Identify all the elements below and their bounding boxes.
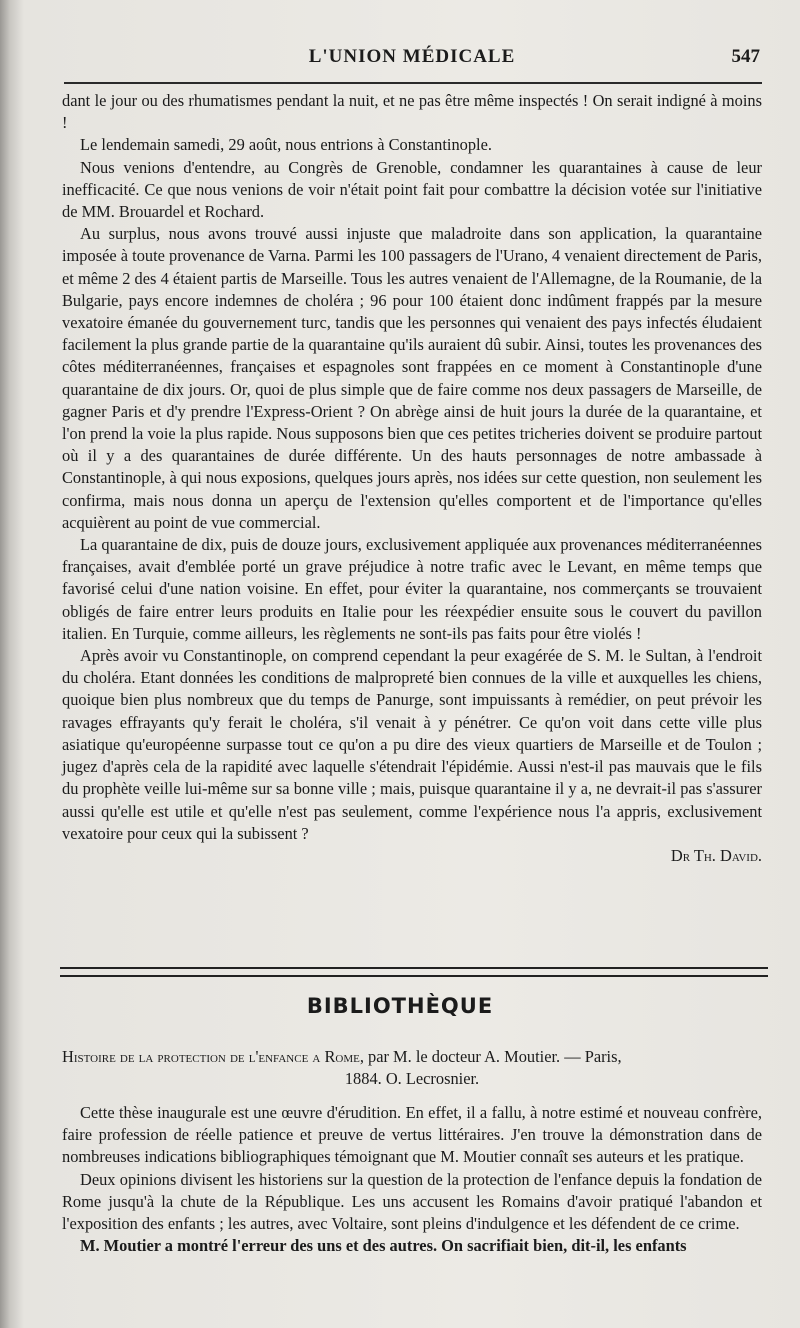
article-paragraph: Le lendemain samedi, 29 août, nous entrions à Constantinople. bbox=[80, 135, 492, 155]
review-paragraph: M. Moutier a montré l'erreur des uns et des autres. On sacrifiait bien, dit-il, les enfants bbox=[80, 1236, 687, 1256]
book-entry bbox=[62, 1046, 762, 1090]
signature-line bbox=[62, 845, 762, 867]
author-signature: Dr Th. David. bbox=[670, 845, 762, 865]
article-paragraph: Au surplus, nous avons trouvé aussi injuste que maladroite dans son application, la quarantaine imposée à toute provenance de Varna. Parmi les 100 passagers de l'Urano, 4 venaient directement de Paris, et même 2 des 4 étaient partis de Marseille. Tous les autres venaient de l'Allemagne, de la Roumanie, de la Bulgarie, pays encore indemnes de choléra ; 96 pour 100 étaient donc indûment frappés par la mesure vexatoire émanée du gouvernement turc, tandis que les personnes qui venaient des pays infectés éludaient facilement la plus grande partie de la quarantaine qu'ils auraient dû subir. Ainsi, toutes les provenances des côtes méditerranéennes, françaises et espagnoles sont frappées en ce moment à Constantinople d'une quarantaine de dix jours. Or, quoi de plus simple que de faire comme nos deux passagers de Marseille, de gagner Paris et d'y prendre l'Express-Orient ? On abrège ainsi de huit jours la durée de la quarantaine, et l'on prend la voie la plus rapide. Nous supposons bien que ces petites tricheries doivent se produire partout où il y a des quarantaines de durée différente. Un des hauts personnages de notre ambassade à Constantinople, à qui nous exposions, quelques jours après, nos idées sur cette question, non seulement les confirma, mais nous donna un aperçu de l'extension qu'elles comportent et de l'importance qu'elles acquièrent au point de vue commercial. bbox=[62, 224, 762, 532]
running-title: L'UNION MÉDICALE bbox=[308, 46, 516, 67]
book-publication: 1884. O. Lecrosnier. bbox=[344, 1069, 480, 1088]
article-paragraph: dant le jour ou des rhumatismes pendant la nuit, et ne pas être même inspectés ! On serait indigné à moins ! bbox=[62, 91, 762, 133]
article-paragraph: La quarantaine de dix, puis de douze jours, exclusivement appliquée aux provenances méditerranéennes françaises, avait d'emblée porté un grave préjudice à notre trafic avec le Levant, en même temps que favorisé celui d'une nation voisine. En effet, pour éviter la quarantaine, nos commerçants se trouvaient obligés de faire entrer leurs produits en Italie pour les réexpédier ensuite sous le couvert du pavillon italien. En Turquie, comme ailleurs, les règlements ne sont-ils pas faits pour être violés ! bbox=[62, 535, 762, 643]
section-divider bbox=[60, 967, 768, 977]
article-paragraph: Après avoir vu Constantinople, on comprend cependant la peur exagérée de S. M. le Sultan, à l'endroit du choléra. Etant données les conditions de malpropreté bien connues de la ville et auxquelles les chiens, quoique bien plus nombreux que du temps de Panurge, sont impuissants à remédier, on peut prévoir les ravages effrayants qu'y ferait le choléra, s'il venait à y pénétrer. Ce qu'on voit dans cette ville plus asiatique qu'européenne surpasse tout ce qu'on a pu dire des vieux quartiers de Marseille et de Toulon ; jugez d'après cela de la rapidité avec laquelle s'étendrait l'épidémie. Aussi n'est-il pas mauvais que le fils du prophète veille lui-même sur sa bonne ville ; mais, puisque quarantaine il y a, ne devrait-il pas s'assurer aussi qu'elle est utile et qu'elle n'est pas seulement, comme l'expérience nous l'a appris, exclusivement vexatoire pour ceux qui la subissent ? bbox=[62, 646, 762, 843]
book-citation bbox=[62, 1046, 762, 1068]
section-title: BIBLIOTHÈQUE bbox=[306, 994, 494, 1018]
review-paragraph: Deux opinions divisent les historiens sur la question de la protection de l'enfance depuis la fondation de Rome jusqu'à la chute de la République. Les uns accusent les Romains d'avoir pratiqué l'abandon et l'exposition des enfants ; les autres, avec Voltaire, sont pleins d'indulgence et les défendent de ce crime. bbox=[62, 1169, 762, 1234]
book-author: , par M. le docteur A. Moutier. — Paris, bbox=[359, 1047, 622, 1066]
review-body bbox=[62, 1102, 762, 1257]
page-number: 547 bbox=[731, 46, 760, 67]
article-body bbox=[62, 90, 762, 867]
running-head bbox=[62, 44, 762, 76]
article-paragraph: Nous venions d'entendre, au Congrès de Grenoble, condamner les quarantaines à cause de leur inefficacité. Ce que nous venions de voir n'était point fait pour combattre la décision votée sur l'initiative de MM. Brouardel et Rochard. bbox=[62, 157, 762, 222]
review-paragraph: Cette thèse inaugurale est une œuvre d'érudition. En effet, il a fallu, à notre estimé et nouveau confrère, faire profession de réelle patience et preuve de vertus littéraires. J'en trouve la démonstration dans de nombreuses indications bibliographiques témoignant que M. Moutier connaît ses auteurs et les pratique. bbox=[62, 1103, 762, 1167]
header-rule bbox=[64, 82, 762, 84]
book-title: Histoire de la protection de l'enfance a Rome bbox=[62, 1047, 360, 1066]
